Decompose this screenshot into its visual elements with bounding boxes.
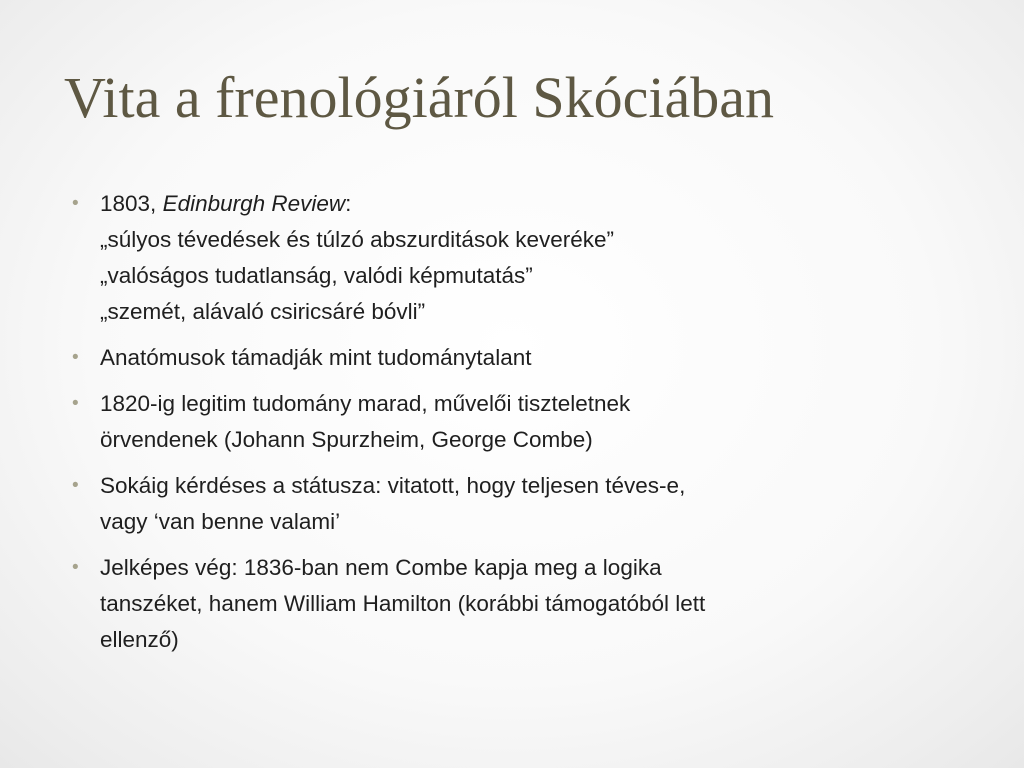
bullet-text: tanszéket, hanem William Hamilton (korábbi támogatóból lett: [100, 591, 706, 616]
bullet-text: vagy ‘van benne valami’: [100, 509, 341, 534]
bullet-icon: •: [72, 475, 79, 496]
bullet-text: Anatómusok támadják mint tudománytalant: [100, 345, 532, 370]
bullet-icon: •: [72, 557, 79, 578]
bullet-list: [72, 186, 952, 668]
quote-line: „szemét, alávaló csiricsáré bóvli”: [100, 299, 426, 324]
quote-line: „súlyos tévedések és túlzó abszurditások keveréke”: [100, 227, 614, 252]
bullet-item-symbolic-end: [72, 550, 952, 658]
bullet-item-edinburgh-review: [72, 186, 952, 330]
bullet-text: ellenző): [100, 627, 179, 652]
bullet-item-status: [72, 468, 952, 540]
bullet-text: 1820-ig legitim tudomány marad, művelői tiszteletnek: [100, 391, 631, 416]
bullet-item-legitimate-science: [72, 386, 952, 458]
bullet-icon: •: [72, 393, 79, 414]
bullet-text: Sokáig kérdéses a státusza: vitatott, hogy teljesen téves-e,: [100, 473, 686, 498]
bullet-item-anatomists: [72, 340, 952, 376]
bullet-icon: •: [72, 347, 79, 368]
bullet-text: örvendenek (Johann Spurzheim, George Combe): [100, 427, 593, 452]
bullet-heading: [100, 186, 952, 222]
bullet-colon: :: [345, 191, 352, 216]
bullet-year: 1803,: [100, 191, 163, 216]
bullet-icon: •: [72, 193, 79, 214]
bullet-source: Edinburgh Review: [162, 191, 346, 216]
bullet-text: Jelképes vég: 1836-ban nem Combe kapja meg a logika: [100, 555, 662, 580]
quote-line: „valóságos tudatlanság, valódi képmutatás”: [100, 263, 533, 288]
slide-title: Vita a frenológiáról Skóciában: [64, 65, 774, 130]
